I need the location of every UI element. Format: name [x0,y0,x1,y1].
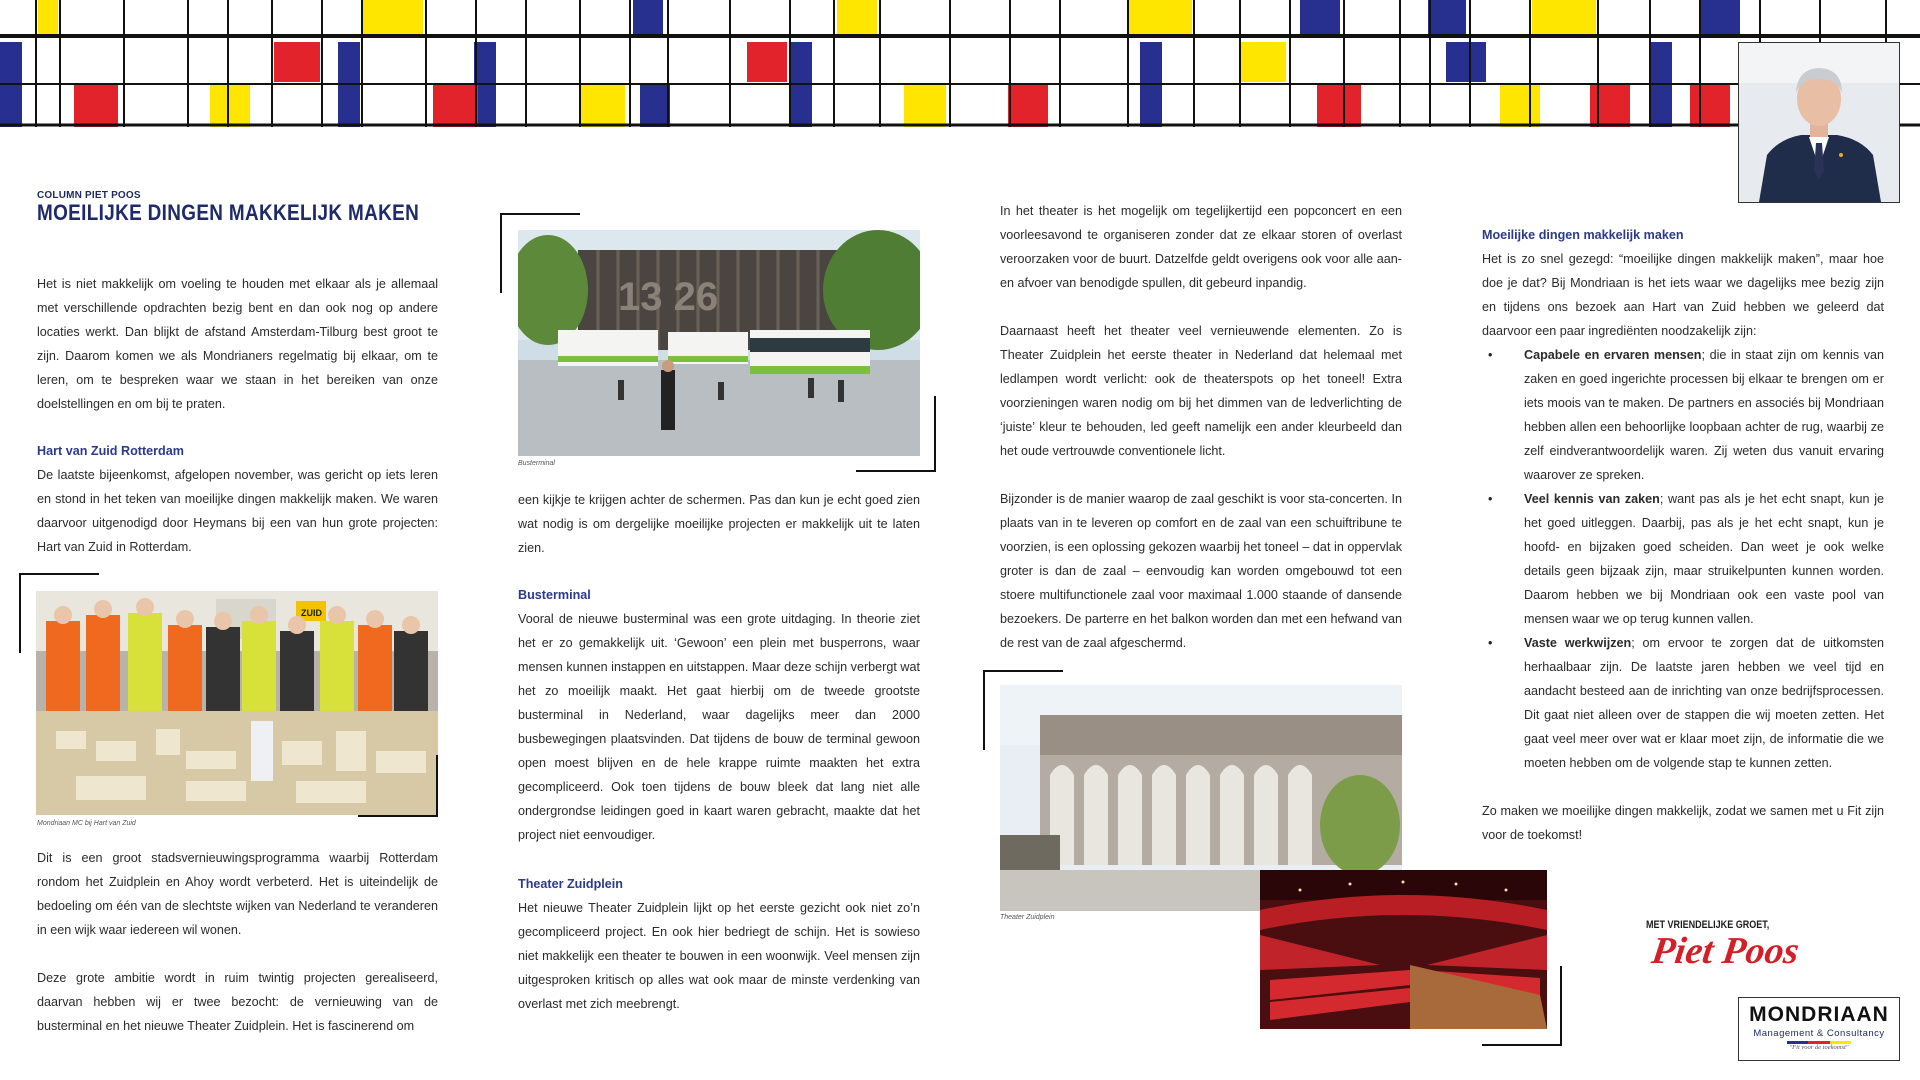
closing-paragraph: Zo maken we moeilijke dingen makkelijk, zodat we samen met u Fit zijn voor de toekomst! [1482,804,1884,842]
photo-caption: Mondriaan MC bij Hart van Zuid [37,820,136,827]
photo-frame-corner [358,755,438,817]
mondrian-pattern [0,0,1920,127]
page-title: MOEILIJKE DINGEN MAKKELIJK MAKEN [37,200,420,225]
terminal-number-text: 13 26 [618,275,719,319]
paragraph-ambitie: Deze grote ambitie wordt in ruim twintig projecten gerealiseerd, daarvan hebben wij er twee bezocht: de vernieuwing van de busterminal en het nieuwe Theater Zuidplein. Het is fascinerend om [37,971,438,1033]
bullet-symbol: • [1488,492,1493,506]
paragraph-ledlampen: Daarnaast heeft het theater veel vernieuwende elementen. Zo is Theater Zuidplein het eerste theater in Nederland dat helemaal met ledlampen wordt verlicht: ook de theaterspots op het toneel! Extra voorzieningen waren nodig om bij het dimmen van de ledverlichting de ‘juiste’ kleur te behouden, led geeft namelijk een ander kleurbeeld dan het oude vertrouwde conventionele licht. [1000,324,1402,458]
logo-tagline: "Fit voor de toekomst" [1789,1044,1849,1051]
bullet-title: Veel kennis van zaken [1524,492,1660,506]
heading-hart-van-zuid: Hart van Zuid Rotterdam [37,444,184,458]
bullet-item [1482,631,1884,775]
bullet-title: Capabele en ervaren mensen [1524,348,1702,362]
bullet-text: ; om ervoor te zorgen dat de uitkomsten herhaalbaar zijn. De laatste jaren hebben we veel tijd en aandacht besteed aan de inrichting van onze bedrijfsprocessen. Dit gaat niet alleen over de stappen die wij moeten zetten. Het gaat veel meer over wat er klaar moet zijn, de informatie die we moeten hebben om de volgende stap te kunnen zetten. [1524,636,1884,770]
bullet-item [1482,487,1884,631]
bullet-text: ; want pas als je het echt snapt, kun je het goed uitleggen. Daarbij, pas als je het echt snapt, kun je hoofd- en bijzaken goed scheiden. Dan weet je ook welke details geen bijzaak zijn, maar struikelpunten kunnen worden. Daarom hebben we bij Mondriaan ook een vaste pool van mensen waar we op terug kunnen vallen. [1524,492,1884,626]
signoff [1646,919,1802,973]
paragraph-bijeenkomst: De laatste bijeenkomst, afgelopen november, was gericht op iets leren en stond in het teken van moeilijke dingen makkelijk maken. We waren daarvoor uitgenodigd door Heymans bij een van hun grote projecten: Hart van Zuid in Rotterdam. [37,468,438,554]
mondriaan-logo [1738,997,1900,1061]
heading-moeilijke-dingen: Moeilijke dingen makkelijk maken [1482,228,1684,242]
intro-paragraph: Het is niet makkelijk om voeling te houden met elkaar als je allemaal met verschillende opdrachten bezig bent en dan ook nog op andere locaties werkt. Dan blijkt de afstand Amsterdam-Tilburg best groot te zijn. Daarom komen we als Mondrianers regelmatig bij elkaar, om te leren, om te bespreken waar we staan in het bereiken van onze doelstellingen en om bij te praten. [37,277,438,411]
mondrian-banner [0,0,1920,127]
heading-theater-zuidplein: Theater Zuidplein [518,877,623,891]
signoff-greeting: MET VRIENDELIJKE GROET, [1646,919,1770,931]
author-portrait [1738,42,1900,203]
bullet-symbol: • [1488,636,1493,650]
photo-frame-corner [856,396,936,472]
photo-caption: Theater Zuidplein [1000,914,1055,921]
signature: Piet Poos [1649,930,1802,972]
paragraph-sta-concerten: Bijzonder is de manier waarop de zaal geschikt is voor sta-concerten. In plaats van in te leveren op comfort en de zaal van een schuiftribune te voorzien, is een oplossing gekozen waarbij het toneel – dat in oppervlak groter is dan de zaal – eenvoudig kan worden omgebouwd tot een stoere multifunctionele zaal voor maximaal 1.000 staande of dansende bezoekers. De parterre en het balkon worden dan met een hefwand van de rest van de zaal afgeschermd. [1000,492,1402,650]
paragraph-kijkje: een kijkje te krijgen achter de schermen. Pas dan kun je echt goed zien wat nodig is om dergelijke moeilijke projecten er makkelijk uit te laten zien. [518,493,920,555]
bullet-symbol: • [1488,348,1493,362]
logo-name: MONDRIAAN [1749,1003,1889,1026]
bullet-title: Vaste werkwijzen [1524,636,1632,650]
photo-frame-corner [1482,966,1562,1046]
paragraph-theater: Het nieuwe Theater Zuidplein lijkt op het eerste gezicht ook niet zo’n gecompliceerd project. En ook hier bedriegt de schijn. Het is sowieso niet makkelijk een theater te bouwen in een woonwijk. Veel mensen zijn uitgesproken kritisch op alles wat ook maar de minste verdenking van overlast met zich meebrengt. [518,901,920,1011]
bullet-text: ; die in staat zijn om kennis van zaken en goed ingerichte processen bij elkaar te brengen om er iets moois van te maken. De partners en associés bij Mondriaan hebben allen een behoorlijke loopbaan achter de rug, waarbij ze zelf eindverantwoordelijk waren. Zij weten dus vanuit ervaring waarover ze spreken. [1524,348,1884,482]
paragraph-popconcert: In het theater is het mogelijk om tegelijkertijd een popconcert en een voorleesavond te organiseren zonder dat ze elkaar storen of overlast veroorzaken voor de buurt. Datzelfde geldt overigens ook voor alle aan- en afvoer van benodigde spullen, dit gebeurd inpandig. [1000,204,1402,290]
zuid-sign-text: ZUID [301,608,322,618]
column-label: COLUMN PIET POOS [37,190,141,201]
logo-subtitle: Management & Consultancy [1753,1028,1885,1039]
paragraph-zo-snel-gezegd: Het is zo snel gezegd: “moeilijke dingen makkelijk maken”, maar hoe doe je dat? Bij Mondriaan is het iets waar we dagelijks mee bezig zijn en tijdens ons bezoek aan Hart van Zuid hebben we geleerd dat daarvoor een paar ingrediënten noodzakelijk zijn: [1482,252,1884,338]
heading-busterminal: Busterminal [518,588,591,602]
paragraph-stadsvernieuwing: Dit is een groot stadsvernieuwingsprogramma waarbij Rotterdam rondom het Zuidplein en Ahoy wordt verbeterd. Het is uiteindelijk de bedoeling om één van de slechtste wijken van Nederland te veranderen in een wijk waar iedereen wil wonen. [37,851,438,937]
paragraph-busterminal: Vooral de nieuwe busterminal was een grote uitdaging. In theorie ziet het er zo gemakkelijk uit. ‘Gewoon’ een plein met busperrons, waar mensen kunnen instappen en uitstappen. Maar deze schijn verbergt wat het zo moeilijk maakt. Het gaat hierbij om de tweede grootste busterminal in Nederland, waar dagelijks meer dan 2000 busbewegingen plaatsvinden. Dat tijdens de bouw de terminal gewoon open moest blijven en de hele krappe ruimte maakten het extra gecompliceerd. Ook toen tijdens de bouw bleek dat lang niet alle ondergrondse leidingen goed in kaart waren gebracht, maakte dat het project niet eenvoudiger. [518,612,920,842]
photo-caption: Busterminal [518,460,555,467]
bullet-item [1482,343,1884,487]
